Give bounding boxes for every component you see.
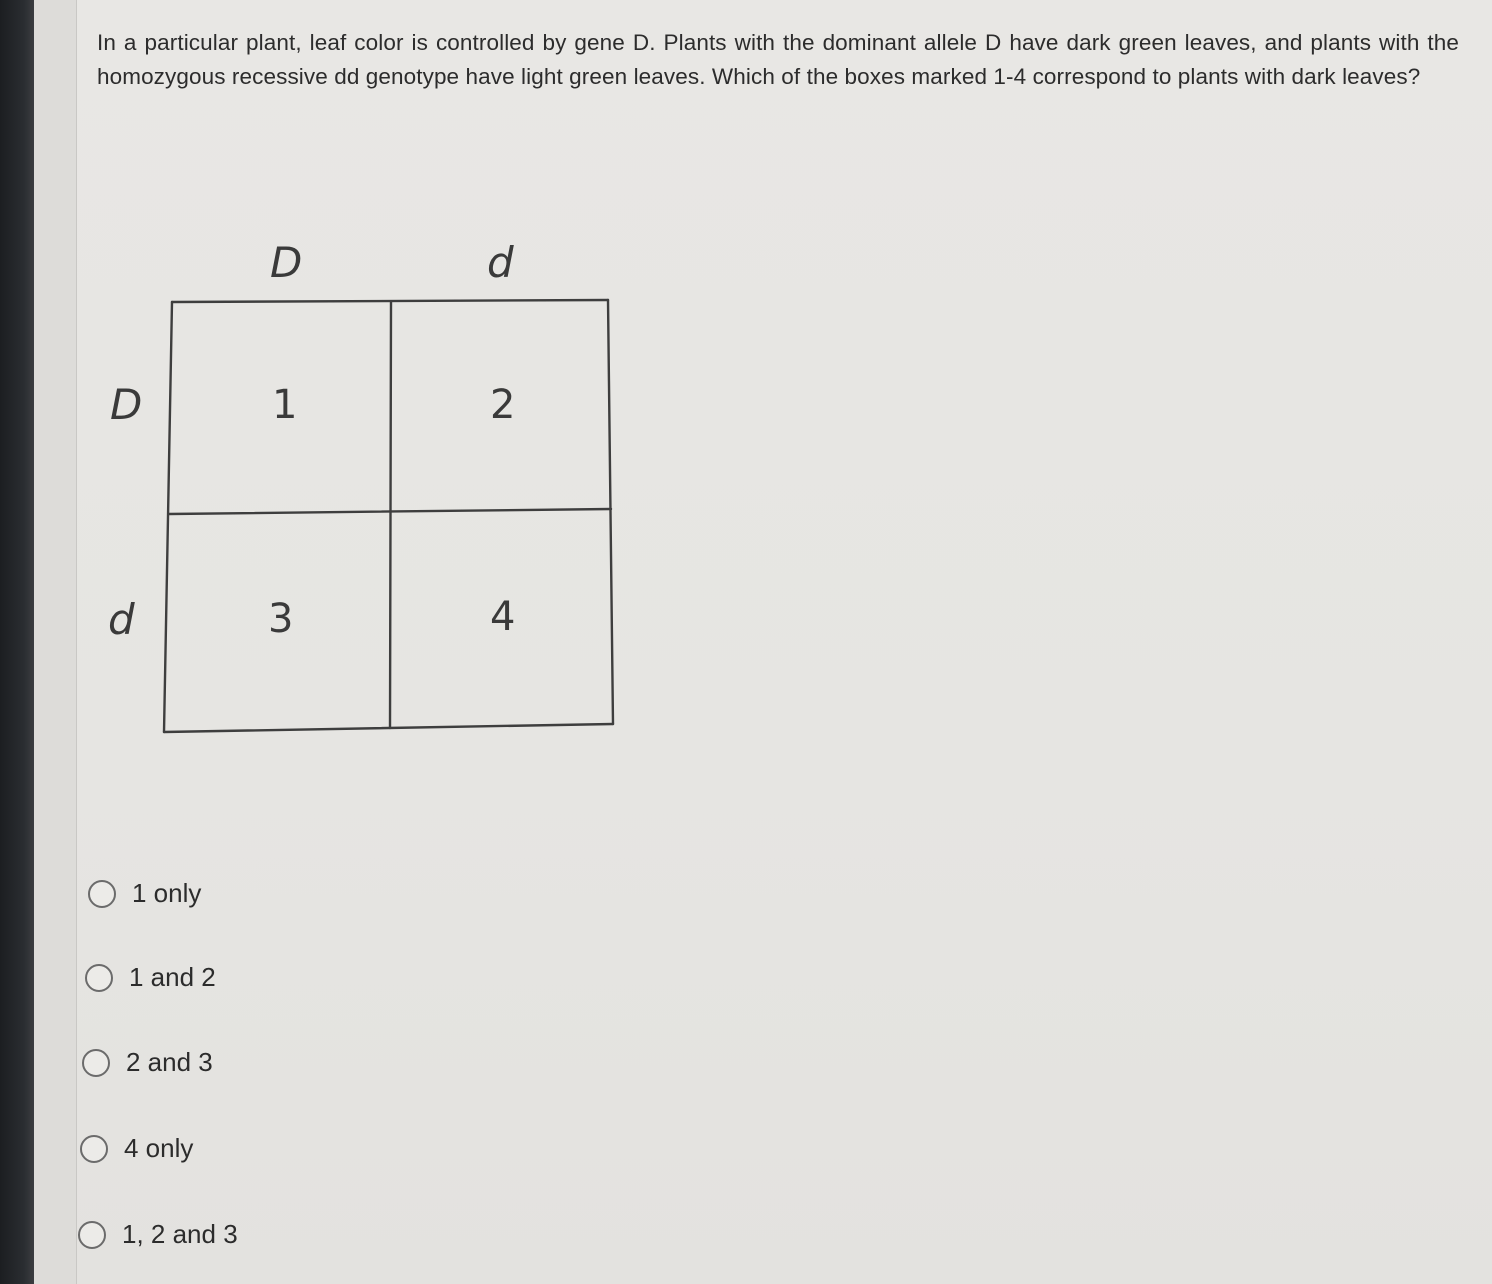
- column-allele-label: d: [487, 238, 514, 287]
- punnett-cell-2: 2: [490, 382, 516, 428]
- row-allele-label: d: [108, 595, 135, 644]
- answer-option[interactable]: [78, 1219, 238, 1250]
- answer-option[interactable]: [85, 962, 216, 993]
- row-allele-label: D: [110, 380, 143, 429]
- punnett-cell-4: 4: [490, 594, 516, 640]
- answer-option[interactable]: [82, 1047, 213, 1078]
- question-text: In a particular plant, leaf color is controlled by gene D. Plants with the dominant allele D have dark green leaves, and plants with the homozygous recessive dd genotype have light green leaves. Which of the boxes marked 1-4 correspond to plants with dark leaves?: [97, 30, 1459, 89]
- punnett-grid: [80, 230, 680, 750]
- punnett-cell-3: 3: [268, 596, 294, 642]
- option-label: 1 only: [132, 878, 202, 908]
- punnett-cell-1: 1: [272, 382, 298, 428]
- radio-button[interactable]: [78, 1221, 106, 1249]
- column-allele-label: D: [270, 238, 303, 287]
- punnett-square-figure: [80, 230, 680, 750]
- radio-button[interactable]: [85, 964, 113, 992]
- answer-option[interactable]: [88, 878, 201, 909]
- answer-option[interactable]: [80, 1133, 193, 1164]
- option-label: 1 and 2: [129, 962, 216, 992]
- left-margin: [34, 0, 77, 1284]
- screen-bezel: [0, 0, 34, 1284]
- radio-button[interactable]: [88, 880, 116, 908]
- radio-button[interactable]: [80, 1135, 108, 1163]
- option-label: 4 only: [124, 1133, 194, 1163]
- option-label: 2 and 3: [126, 1047, 213, 1077]
- radio-button[interactable]: [82, 1049, 110, 1077]
- option-label: 1, 2 and 3: [122, 1219, 238, 1249]
